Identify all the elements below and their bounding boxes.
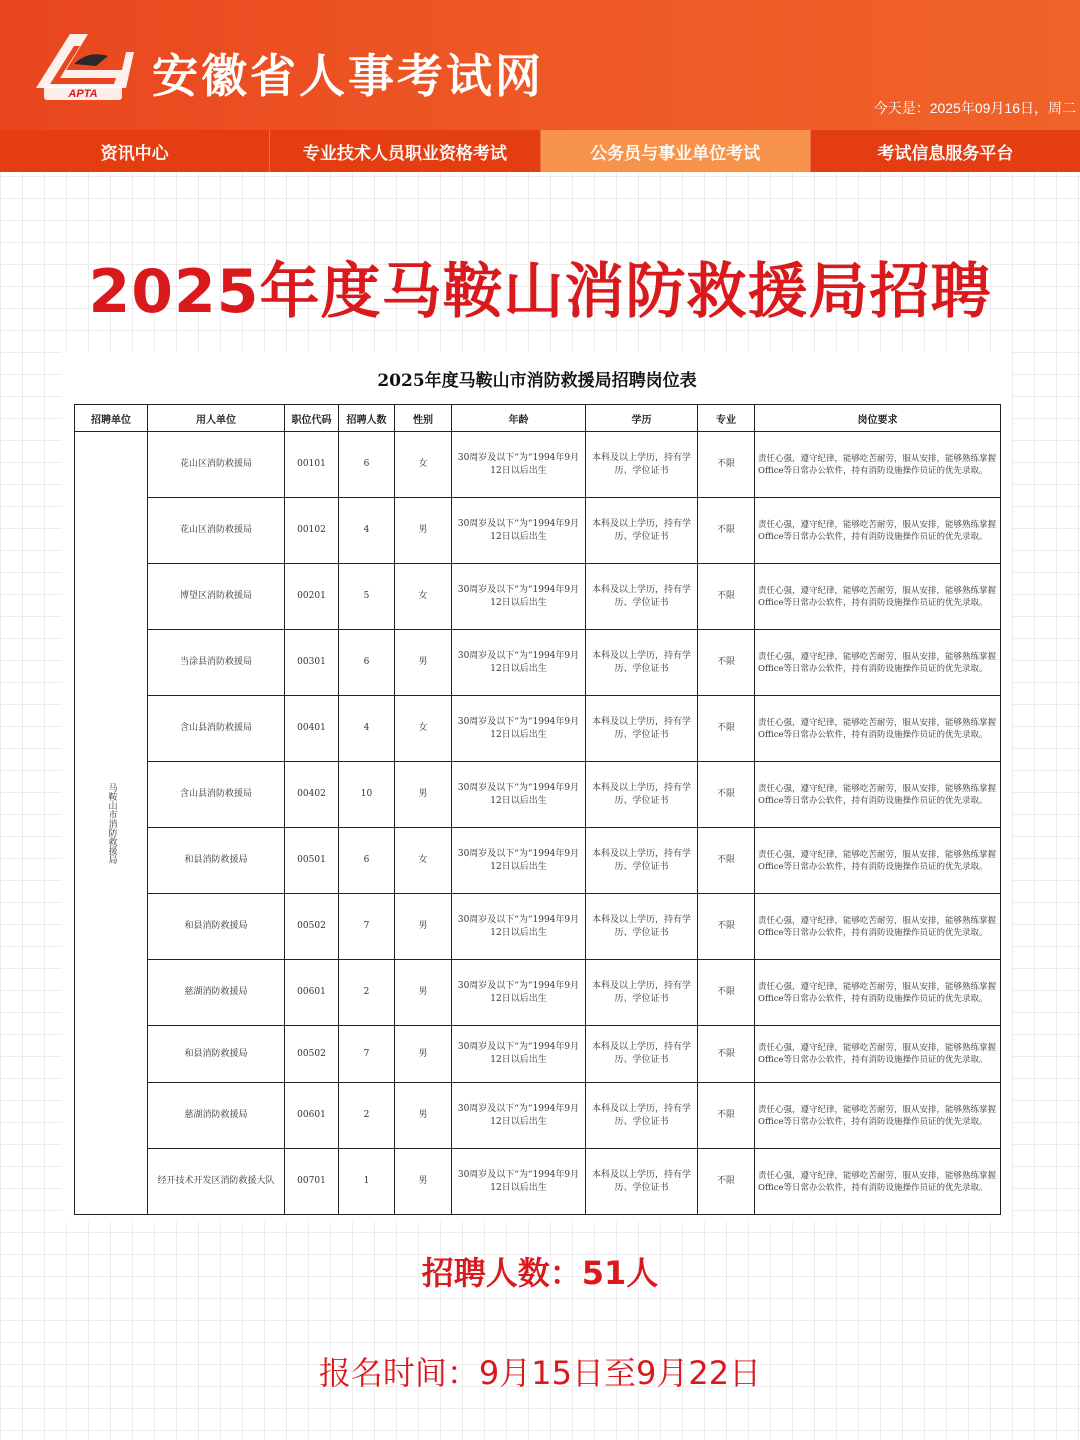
table-row: [75, 498, 1001, 564]
nav-item-professional-exam[interactable]: 专业技术人员职业资格考试: [270, 130, 540, 172]
requirements-cell: 责任心强，遵守纪律，能够吃苦耐劳，服从安排，能够熟练掌握Office等日常办公软件，持有消防设施操作员证的优先录取。: [755, 696, 1001, 762]
header-cell: 学历: [586, 405, 698, 432]
apta-logo-icon[interactable]: [30, 26, 136, 104]
nav-item-service-platform[interactable]: 考试信息服务平台: [877, 143, 1014, 164]
table-header-row: [75, 405, 1001, 432]
education-cell: 本科及以上学历，持有学历、学位证书: [586, 762, 698, 828]
major-cell: 不限: [698, 828, 755, 894]
table-row: [75, 894, 1001, 960]
headcount-cell: 10: [339, 762, 395, 828]
table-caption: 2025年度马鞍山市消防救援局招聘岗位表: [377, 371, 697, 391]
education-cell: 本科及以上学历，持有学历、学位证书: [586, 564, 698, 630]
position-code-cell: 00301: [285, 630, 339, 696]
gender-cell: 男: [395, 894, 452, 960]
headcount-cell: 7: [339, 1026, 395, 1083]
table-row: [75, 696, 1001, 762]
education-cell: 本科及以上学历，持有学历、学位证书: [586, 1149, 698, 1215]
gender-cell: 女: [395, 828, 452, 894]
position-code-cell: 00201: [285, 564, 339, 630]
age-cell: 30周岁及以下“为“1994年9月12日以后出生: [452, 1083, 586, 1149]
headcount-cell: 2: [339, 1083, 395, 1149]
employer-cell: 博望区消防救援局: [148, 564, 285, 630]
table-row: [75, 1149, 1001, 1215]
requirements-cell: 责任心强，遵守纪律，能够吃苦耐劳，服从安排，能够熟练掌握Office等日常办公软件，持有消防设施操作员证的优先录取。: [755, 894, 1001, 960]
requirements-cell: 责任心强，遵守纪律，能够吃苦耐劳，服从安排，能够熟练掌握Office等日常办公软件，持有消防设施操作员证的优先录取。: [755, 432, 1001, 498]
headcount-cell: 1: [339, 1149, 395, 1215]
position-code-cell: 00402: [285, 762, 339, 828]
major-cell: 不限: [698, 762, 755, 828]
recruiting-org-cell: 马鞍山市消防救援局: [75, 432, 148, 1215]
headcount-cell: 4: [339, 696, 395, 762]
major-cell: 不限: [698, 1083, 755, 1149]
employer-cell: 和县消防救援局: [148, 828, 285, 894]
header-cell: 招聘单位: [75, 405, 148, 432]
major-cell: 不限: [698, 564, 755, 630]
employer-cell: 和县消防救援局: [148, 1026, 285, 1083]
header-cell: 用人单位: [148, 405, 285, 432]
requirements-cell: 责任心强，遵守纪律，能够吃苦耐劳，服从安排，能够熟练掌握Office等日常办公软件，持有消防设施操作员证的优先录取。: [755, 564, 1001, 630]
gender-cell: 男: [395, 498, 452, 564]
education-cell: 本科及以上学历，持有学历、学位证书: [586, 894, 698, 960]
positions-table: [74, 404, 1001, 1215]
age-cell: 30周岁及以下“为“1994年9月12日以后出生: [452, 564, 586, 630]
header-cell: 职位代码: [285, 405, 339, 432]
employer-cell: 花山区消防救援局: [148, 432, 285, 498]
position-code-cell: 00401: [285, 696, 339, 762]
position-code-cell: 00601: [285, 960, 339, 1026]
major-cell: 不限: [698, 696, 755, 762]
employer-cell: 经开技术开发区消防救援大队: [148, 1149, 285, 1215]
headcount-cell: 4: [339, 498, 395, 564]
age-cell: 30周岁及以下“为“1994年9月12日以后出生: [452, 894, 586, 960]
gender-cell: 男: [395, 960, 452, 1026]
age-cell: 30周岁及以下“为“1994年9月12日以后出生: [452, 432, 586, 498]
employer-cell: 花山区消防救援局: [148, 498, 285, 564]
table-row: [75, 762, 1001, 828]
education-cell: 本科及以上学历，持有学历、学位证书: [586, 432, 698, 498]
age-cell: 30周岁及以下“为“1994年9月12日以后出生: [452, 498, 586, 564]
header-cell: 性别: [395, 405, 452, 432]
site-header: [0, 0, 1080, 130]
education-cell: 本科及以上学历，持有学历、学位证书: [586, 630, 698, 696]
education-cell: 本科及以上学历，持有学历、学位证书: [586, 1026, 698, 1083]
table-row: [75, 1083, 1001, 1149]
table-row: [75, 1026, 1001, 1083]
age-cell: 30周岁及以下“为“1994年9月12日以后出生: [452, 1149, 586, 1215]
requirements-cell: 责任心强，遵守纪律，能够吃苦耐劳，服从安排，能够熟练掌握Office等日常办公软件，持有消防设施操作员证的优先录取。: [755, 1149, 1001, 1215]
employer-cell: 慈湖消防救援局: [148, 960, 285, 1026]
table-row: [75, 564, 1001, 630]
headcount-cell: 2: [339, 960, 395, 1026]
nav-item-news[interactable]: 资讯中心: [0, 130, 270, 172]
current-date: 今天是：2025年09月16日，周二: [873, 100, 1076, 116]
employer-cell: 含山县消防救援局: [148, 762, 285, 828]
requirements-cell: 责任心强，遵守纪律，能够吃苦耐劳，服从安排，能够熟练掌握Office等日常办公软件，持有消防设施操作员证的优先录取。: [755, 828, 1001, 894]
headcount-cell: 6: [339, 828, 395, 894]
recruit-count: 招聘人数：51人: [421, 1254, 659, 1292]
headcount-cell: 7: [339, 894, 395, 960]
major-cell: 不限: [698, 498, 755, 564]
headcount-cell: 6: [339, 432, 395, 498]
position-code-cell: 00601: [285, 1083, 339, 1149]
employer-cell: 含山县消防救援局: [148, 696, 285, 762]
requirements-cell: 责任心强，遵守纪律，能够吃苦耐劳，服从安排，能够熟练掌握Office等日常办公软件，持有消防设施操作员证的优先录取。: [755, 960, 1001, 1026]
logo-text: APTA: [68, 88, 98, 100]
major-cell: 不限: [698, 1026, 755, 1083]
age-cell: 30周岁及以下“为“1994年9月12日以后出生: [452, 762, 586, 828]
table-row: [75, 828, 1001, 894]
registration-time: 报名时间：9月15日至9月22日: [318, 1354, 762, 1392]
gender-cell: 男: [395, 1026, 452, 1083]
gender-cell: 男: [395, 1149, 452, 1215]
position-code-cell: 00501: [285, 828, 339, 894]
education-cell: 本科及以上学历，持有学历、学位证书: [586, 828, 698, 894]
age-cell: 30周岁及以下“为“1994年9月12日以后出生: [452, 630, 586, 696]
employer-cell: 当涂县消防救援局: [148, 630, 285, 696]
table-row: [75, 432, 1001, 498]
requirements-cell: 责任心强，遵守纪律，能够吃苦耐劳，服从安排，能够熟练掌握Office等日常办公软件，持有消防设施操作员证的优先录取。: [755, 630, 1001, 696]
site-title[interactable]: 安徽省人事考试网: [152, 49, 544, 103]
nav-item-civil-service-exam[interactable]: 公务员与事业单位考试: [541, 130, 811, 172]
major-cell: 不限: [698, 432, 755, 498]
education-cell: 本科及以上学历，持有学历、学位证书: [586, 696, 698, 762]
position-code-cell: 00701: [285, 1149, 339, 1215]
age-cell: 30周岁及以下“为“1994年9月12日以后出生: [452, 696, 586, 762]
position-code-cell: 00502: [285, 1026, 339, 1083]
gender-cell: 女: [395, 696, 452, 762]
requirements-cell: 责任心强，遵守纪律，能够吃苦耐劳，服从安排，能够熟练掌握Office等日常办公软件，持有消防设施操作员证的优先录取。: [755, 498, 1001, 564]
headcount-cell: 6: [339, 630, 395, 696]
gender-cell: 男: [395, 630, 452, 696]
position-code-cell: 00102: [285, 498, 339, 564]
gender-cell: 女: [395, 564, 452, 630]
major-cell: 不限: [698, 630, 755, 696]
age-cell: 30周岁及以下“为“1994年9月12日以后出生: [452, 960, 586, 1026]
position-code-cell: 00502: [285, 894, 339, 960]
header-cell: 专业: [698, 405, 755, 432]
table-row: [75, 960, 1001, 1026]
header-cell: 招聘人数: [339, 405, 395, 432]
major-cell: 不限: [698, 894, 755, 960]
education-cell: 本科及以上学历，持有学历、学位证书: [586, 498, 698, 564]
header-cell: 岗位要求: [755, 405, 1001, 432]
gender-cell: 男: [395, 762, 452, 828]
education-cell: 本科及以上学历，持有学历、学位证书: [586, 960, 698, 1026]
age-cell: 30周岁及以下“为“1994年9月12日以后出生: [452, 828, 586, 894]
recruitment-document: [62, 352, 1012, 1222]
requirements-cell: 责任心强，遵守纪律，能够吃苦耐劳，服从安排，能够熟练掌握Office等日常办公软件，持有消防设施操作员证的优先录取。: [755, 1083, 1001, 1149]
age-cell: 30周岁及以下“为“1994年9月12日以后出生: [452, 1026, 586, 1083]
employer-cell: 慈湖消防救援局: [148, 1083, 285, 1149]
requirements-cell: 责任心强，遵守纪律，能够吃苦耐劳，服从安排，能够熟练掌握Office等日常办公软件，持有消防设施操作员证的优先录取。: [755, 762, 1001, 828]
main-nav: [0, 130, 1080, 172]
employer-cell: 和县消防救援局: [148, 894, 285, 960]
position-code-cell: 00101: [285, 432, 339, 498]
education-cell: 本科及以上学历，持有学历、学位证书: [586, 1083, 698, 1149]
page-title: 2025年度马鞍山消防救援局招聘: [88, 257, 992, 327]
major-cell: 不限: [698, 1149, 755, 1215]
gender-cell: 女: [395, 432, 452, 498]
headcount-cell: 5: [339, 564, 395, 630]
gender-cell: 男: [395, 1083, 452, 1149]
header-cell: 年龄: [452, 405, 586, 432]
requirements-cell: 责任心强，遵守纪律，能够吃苦耐劳，服从安排，能够熟练掌握Office等日常办公软件，持有消防设施操作员证的优先录取。: [755, 1026, 1001, 1083]
table-row: [75, 630, 1001, 696]
major-cell: 不限: [698, 960, 755, 1026]
